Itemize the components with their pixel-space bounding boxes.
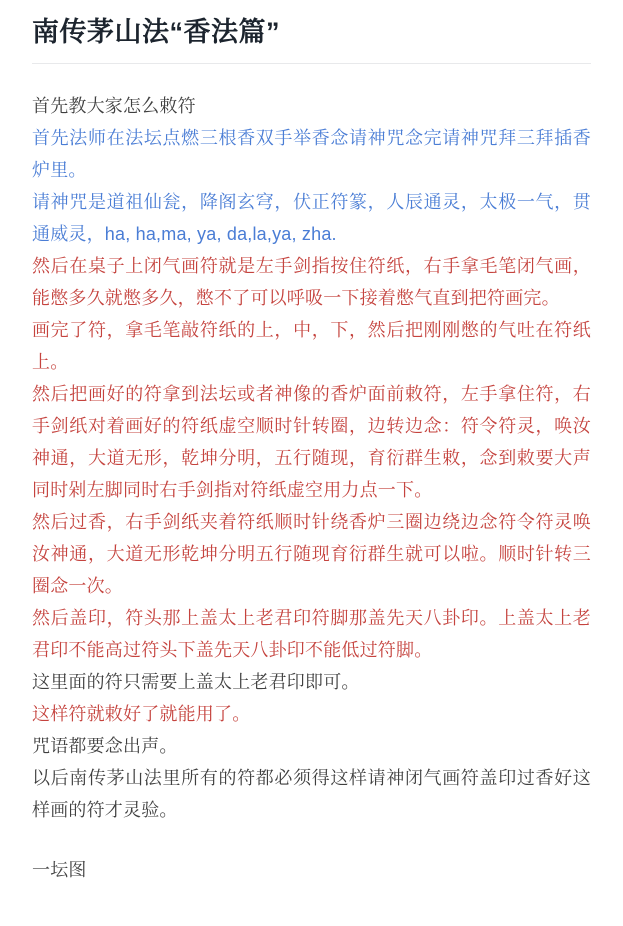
paragraph: 然后把画好的符拿到法坛或者神像的香炉面前敕符，左手拿住符，右手剑纸对着画好的符纸虚空顺时针转圈，边转边念：符令符灵，唤汝神通，大道无形，乾坤分明，五行随现，育衍群生敕，念到敕要大声同时剁左脚同时右手剑指对符纸虚空用力点一下。 [32,384,591,500]
paragraph: 以后南传茅山法里所有的符都必须得这样请神闭气画符盖印过香好这样画的符才灵验。 [32,768,591,820]
paragraph: 首先教大家怎么敕符 [32,96,196,116]
page-title: 南传茅山法“香法篇” [32,17,280,47]
paragraph: 咒语都要念出声。 [32,736,178,756]
paragraph: 然后过香，右手剑纸夹着符纸顺时针绕香炉三圈边绕边念符令符灵唤汝神通，大道无形乾坤分明五行随现育衍群生就可以啦。顺时针转三圈念一次。 [32,512,591,596]
paragraph: 画完了符，拿毛笔敲符纸的上，中，下，然后把刚刚憋的气吐在符纸上。 [32,320,591,372]
paragraph: 这里面的符只需要上盖太上老君印即可。 [32,672,360,692]
paragraph: 然后在桌子上闭气画符就是左手剑指按住符纸，右手拿毛笔闭气画，能憋多久就憋多久，憋不了可以呼吸一下接着憋气直到把符画完。 [32,256,591,308]
paragraph: 然后盖印，符头那上盖太上老君印符脚那盖先天八卦印。上盖太上老君印不能高过符头下盖先天八卦印不能低过符脚。 [32,608,591,660]
document-body [32,90,591,886]
paragraph: 一坛图 [32,860,87,880]
paragraph: 这样符就敕好了就能用了。 [32,704,251,724]
paragraph: 请神咒是道祖仙瓮，降阁玄穹，伏正符篆，人辰通灵，太极一气，贯通威灵，ha, ha,ma, ya, da,la,ya, zha. [32,192,591,244]
paragraph: 首先法师在法坛点燃三根香双手举香念请神咒念完请神咒拜三拜插香炉里。 [32,128,591,180]
title-divider [32,63,591,64]
